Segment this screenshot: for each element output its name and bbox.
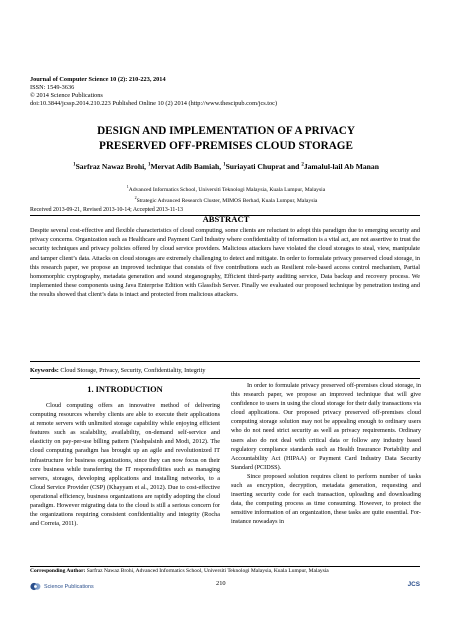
publisher-name: Science Publications bbox=[44, 583, 94, 590]
author-list bbox=[20, 162, 432, 171]
title-line-2: PRESERVED OFF-PREMISES CLOUD STORAGE bbox=[99, 139, 353, 152]
paper-title bbox=[20, 124, 432, 153]
affiliation-mark: 1 bbox=[126, 184, 129, 189]
keywords bbox=[30, 367, 205, 374]
corresponding-author-label: Corresponding Author: bbox=[30, 568, 86, 574]
publisher-logo bbox=[30, 582, 94, 591]
journal-abbreviation: JCS bbox=[407, 581, 420, 588]
author-name: Sarfraz Nawaz Brohi, bbox=[75, 162, 148, 171]
paragraph: Cloud computing offers an innovative method of delivering computing resources whereby clients are able to execute their applications at remote servers with unlimited storage capability while enjoying efficient features such as scalability, availability, on-demand self-service and elasticity on pay-per-use billing pattern (Yashpalsinh and Modi, 2012). The cloud computing paradigm has brought up an agile and revolutionized IT infrastructure for business organizations, since they can now focus on their core business while transferring the IT responsibilities such as managing servers, storages, developing applications and installing networks, to a Cloud Service Provider (CSP) (Khayyam et al., 2012). Due to cost-effective operational efficiency, business organizations are rapidly adopting the cloud paradigm. However migrating data to the cloud is still a serious concern for the organizations requiring consistent confidentiality and integrity (Rocha and Correia, 2011). bbox=[30, 402, 220, 528]
left-column bbox=[30, 401, 220, 528]
author bbox=[73, 162, 148, 171]
page-number: 210 bbox=[216, 580, 226, 587]
author-name: Jamalul-lail Ab Manan bbox=[303, 162, 379, 171]
author-name: Suriayati Chuprat and bbox=[225, 162, 302, 171]
received-dates: Received 2013-09-21, Revised 2013-10-14; Accepted 2013-11-13 bbox=[30, 207, 184, 213]
author bbox=[223, 162, 301, 171]
divider bbox=[30, 361, 420, 362]
affiliation bbox=[20, 183, 432, 194]
divider bbox=[30, 566, 420, 567]
affiliation bbox=[20, 194, 432, 205]
author-affil-mark: 1 bbox=[223, 162, 226, 168]
copyright: © 2014 Science Publications bbox=[30, 92, 103, 100]
title-line-1: DESIGN AND IMPLEMENTATION OF A PRIVACY bbox=[97, 125, 355, 137]
affiliation-text: Strategic Advanced Research Cluster, MIMOS Berhad, Kuala Lumpur, Malaysia bbox=[136, 198, 318, 205]
author-affil-mark: 1 bbox=[73, 162, 76, 168]
science-publications-logo-icon bbox=[30, 582, 41, 591]
paragraph: In order to formulate privacy preserved off-premises cloud storage, in this research paper, we propose an improved technique that will give confidence to users in using the cloud storage for their daily transactions via cloud applications. Our proposed privacy preserved off-premises cloud computing storage solution may not be appealing enough to ordinary users who do not need strict security as well as privacy requirements. Ordinary users also do not deal with critical data or follow any industry based regulatory compliance standards such as Health Insurance Portability and Accountability Act (HIPAA) or Payment Card Industry Data Security Standard (PCIDSS). bbox=[231, 382, 421, 471]
author-affil-mark: 2 bbox=[301, 162, 304, 168]
keywords-text: Cloud Storage, Privacy, Security, Confidentiality, Integrity bbox=[58, 367, 206, 374]
corresponding-author-text: Sarfraz Nawaz Brohi, Advanced Informatics School, Universiti Teknologi Malaysia, Kuala Lumpur, Malaysia bbox=[85, 568, 329, 574]
abstract-heading: ABSTRACT bbox=[202, 214, 250, 224]
keywords-label: Keywords: bbox=[30, 367, 59, 374]
corresponding-author bbox=[30, 568, 329, 574]
paragraph: Since proposed solution requires client to perform number of tasks such as encryption, decryption, metadata generation, requesting and inserting security code for each transaction, uploading and downloading data, the computing process as time consuming. However, to protect the sensitive information of an organization, these tasks are quite essential. For-instance nowadays in bbox=[231, 472, 421, 526]
abstract-body: Despite several cost-effective and flexible characteristics of cloud computing, some clients are reluctant to adopt this paradigm due to emerging security and privacy concerns. Organization such as Healthcare and Payment Card Industry where confidentiality of information is a vital act, are not assertive to trust the security techniques and privacy policies offered by cloud service providers. Malicious attackers have violated the cloud storages to steal, view, manipulate and tamper client’s data. Attacks on cloud storages are extremely challenging to detect and mitigate. In order to formulate privacy preserved cloud storage, in this research paper, we propose an improved technique that consists of five contributions such as Resilient role-based access control mechanism, Partial homomorphic cryptography, metadata generation and sound steganography, Efficient third-party auditing service, Data backup and recovery process. We implemented these components using Java Enterprise Edition with Glassfish Server. Finally we evaluated our proposed technique by penetration testing and the results showed that client’s data is intact and protected from malicious attackers. bbox=[30, 227, 420, 299]
journal-name: Journal of Computer Science 10 (2): 210-223, 2014 bbox=[30, 76, 166, 83]
journal-meta bbox=[30, 76, 430, 108]
doi: doi:10.3844/jcssp.2014.210.223 Published Online 10 (2) 2014 (http://www.thescipub.com/jcs.toc) bbox=[30, 100, 278, 108]
affiliation-mark: 2 bbox=[134, 195, 137, 201]
affiliation-text: Advanced Informatics School, Universiti Teknologi Malaysia, Kuala Lumpur, Malaysia bbox=[128, 186, 326, 193]
author bbox=[301, 162, 379, 171]
divider bbox=[30, 378, 420, 379]
author bbox=[148, 162, 223, 171]
right-column bbox=[231, 381, 421, 527]
author-affil-mark: 1 bbox=[147, 162, 151, 168]
author-name: Mervat Adib Bamiah, bbox=[150, 162, 224, 171]
section-heading-introduction: 1. INTRODUCTION bbox=[87, 385, 163, 394]
affiliations bbox=[20, 183, 432, 206]
issn: ISSN: 1549-3636 bbox=[30, 84, 75, 92]
